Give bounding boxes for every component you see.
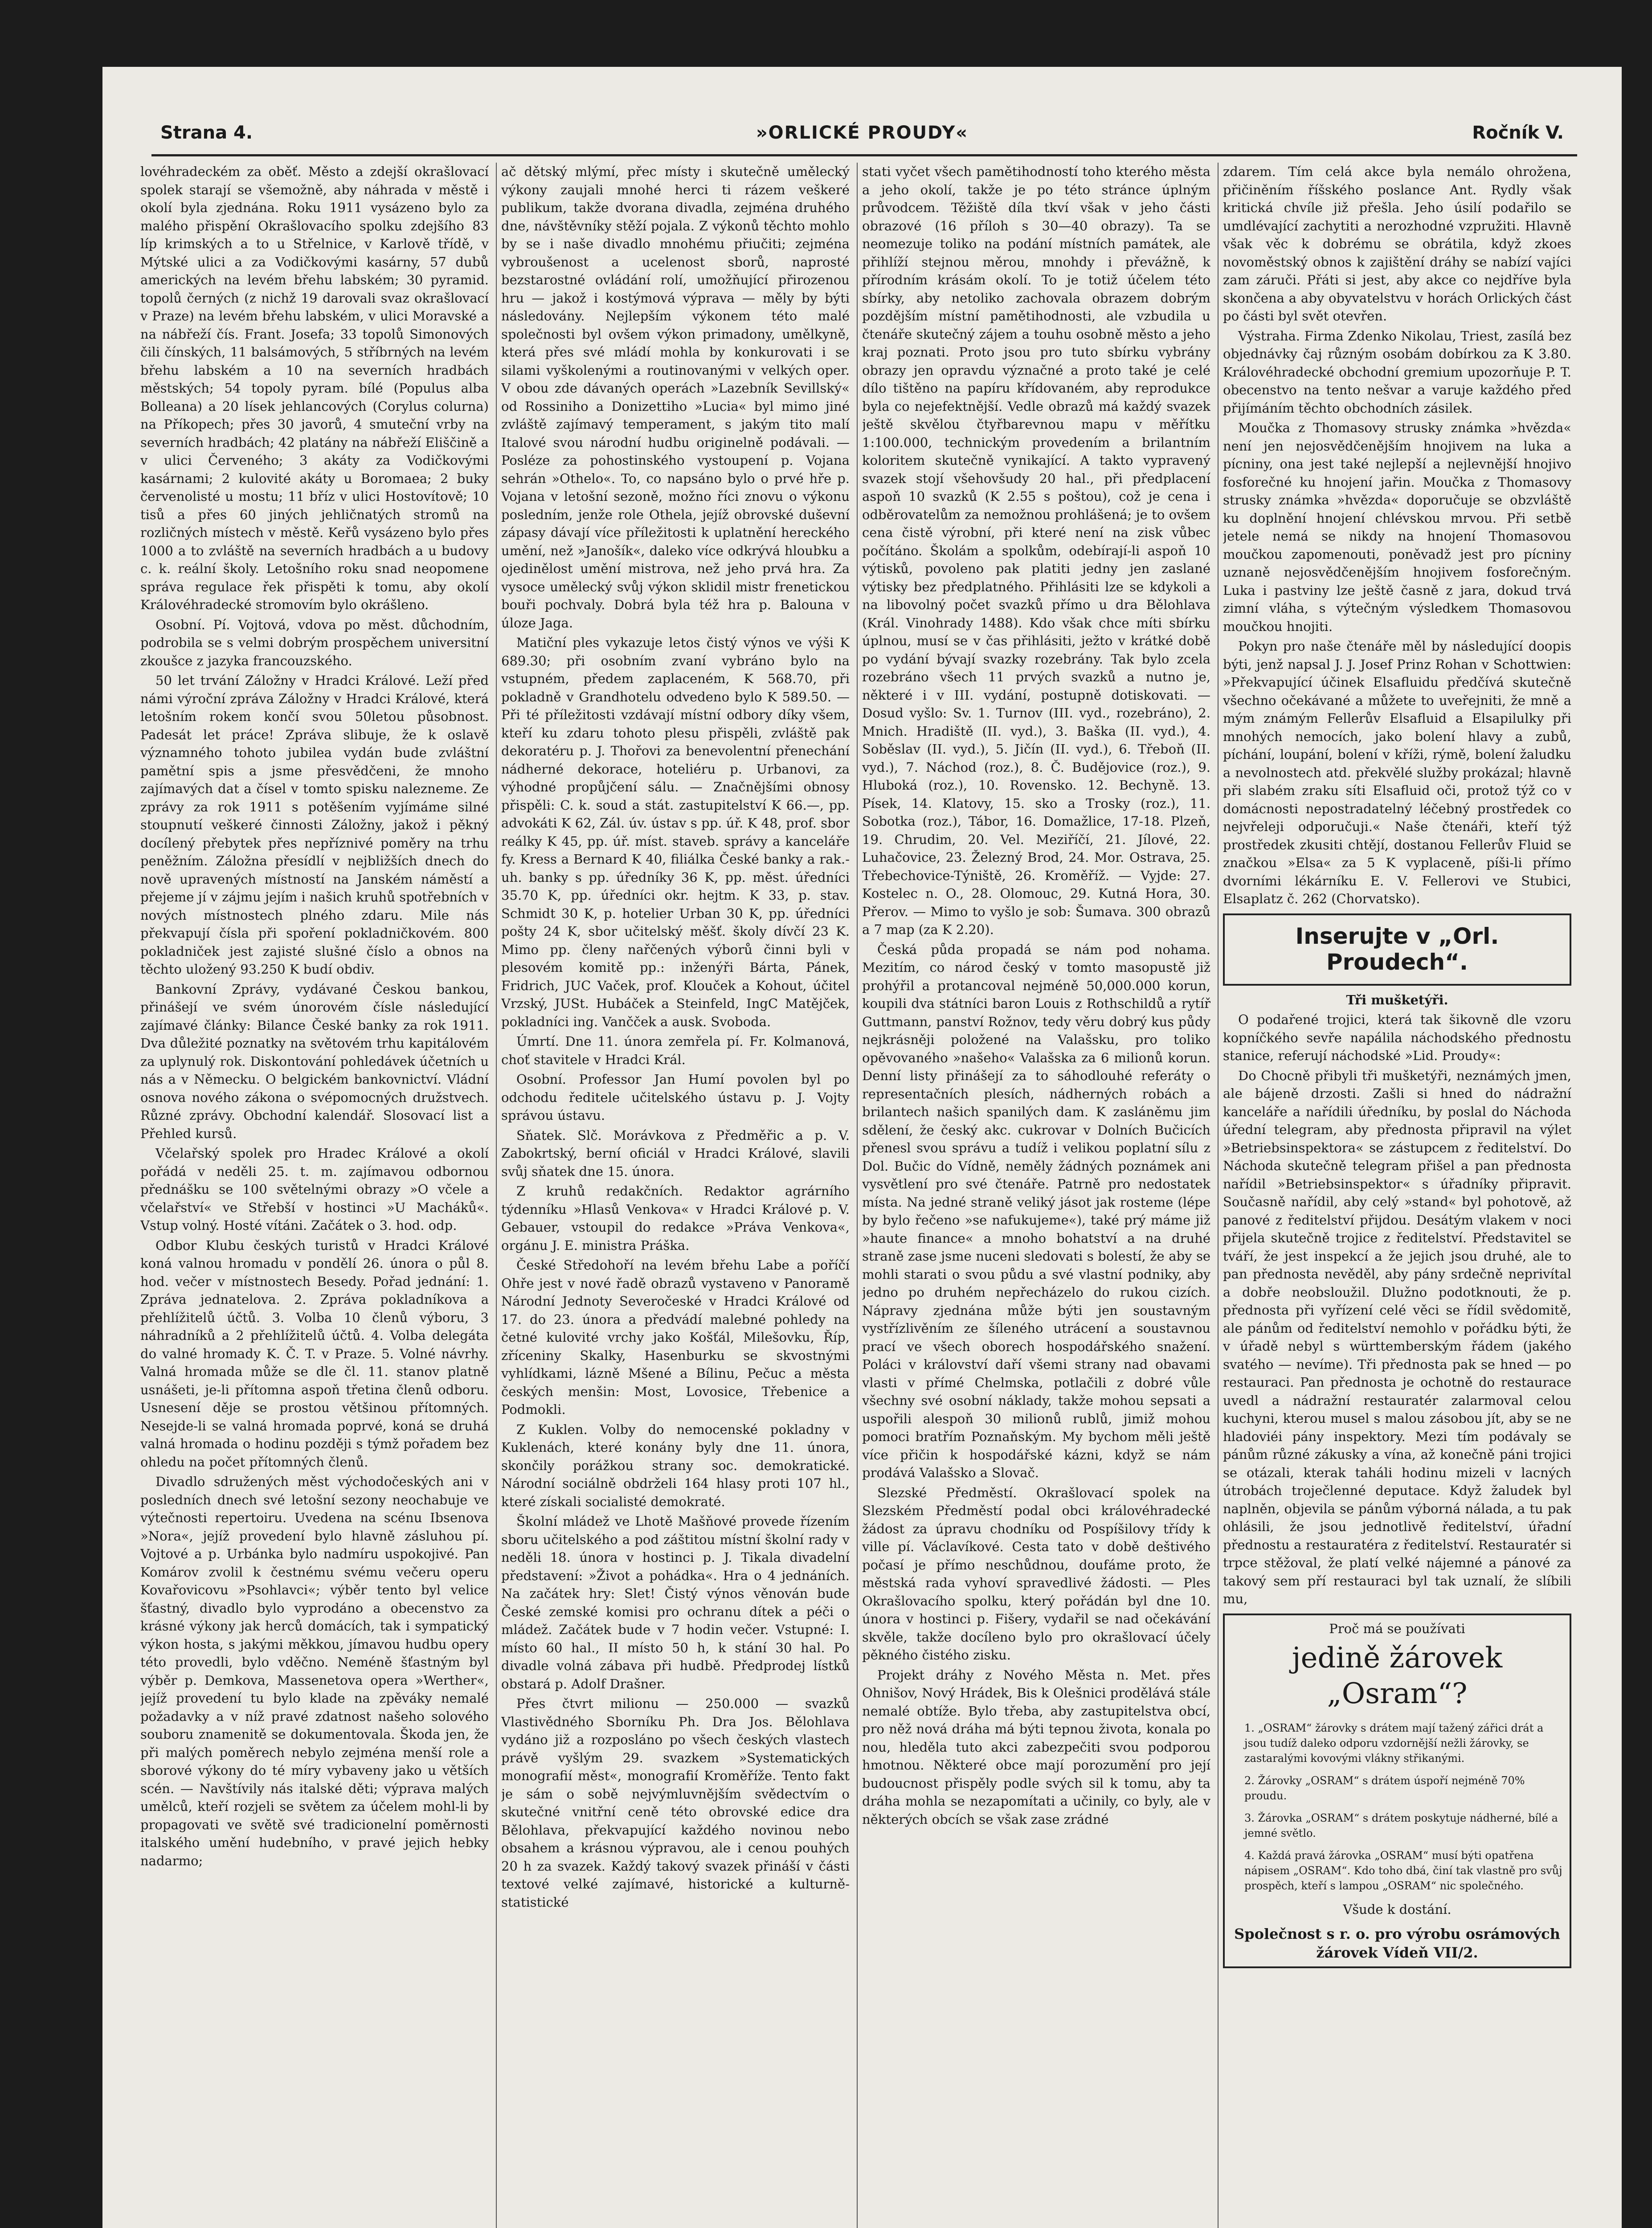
article-paragraph: Osobní. Pí. Vojtová, vdova po měst. důchodním, podrobila se s velmi dobrým prospěchem universitní zkoušce z jazyka francouzského. bbox=[140, 617, 489, 668]
ad-list-item: 2. Žárovky „OSRAM“ s drátem úspoří nejméně 70% proudu. bbox=[1244, 1774, 1525, 1802]
article-paragraph: Bankovní Zprávy, vydávané Českou bankou, přinášejí ve svém únorovém čísle následující zajímavé články: Bilance České banky za rok 1911. Dva důležité poznatky na světovém trhu kapitálovém za uplynulý rok. Diskontování pohledávek účetních u nás a v Německu. O belgickém bankovnictví. Vládní osnova nového zákona o svépomocných družstvech. Různé zprávy. Obchodní kalendář. Slosovací list a Přehled kursů. bbox=[140, 981, 489, 1141]
article-paragraph: Sňatek. Slč. Morávkova z Předměřic a p. V. Zabokrtský, berní oficiál v Hradci Králové, slavili svůj sňatek dne 15. února. bbox=[501, 1127, 850, 1179]
page-header bbox=[160, 123, 1564, 154]
ad-availability: Všude k dostání. bbox=[1343, 1901, 1452, 1917]
article-paragraph: Projekt dráhy z Nového Města n. Met. přes Ohnišov, Nový Hrádek, Bis k Olešnici prodělává stále nemalé obtíže. Bylo třeba, aby zastupitelstva obcí, pro něž nová dráha má býti tepnou života, konala po nou, hleděla tuto akci zabezpečiti svou podporou hmotnou. Některé obce mají porozumění pro její budoucnost přispěly podle svých sil k tomu, aby ta dráha mohla se nezapomítati a učinily, co byly, ale v některých obcích se však zase zrádné bbox=[862, 1667, 1210, 1827]
ad-list-item: 4. Každá pravá žárovka „OSRAM“ musí býti opatřena nápisem „OSRAM“. Kdo toho dbá, činí tak vlastně pro svůj prospěch, kteří s lampou „OSRAM“ nic společného. bbox=[1244, 1849, 1562, 1892]
article-paragraph: Včelařský spolek pro Hradec Králové a okolí pořádá v neděli 25. t. m. zajímavou odbornou přednášku se 100 světelnými obrazy »O včele a včelařství« ve Střebší v hostinci »U Macháků«. Vstup volný. Hosté vítáni. Začátek o 3. hod. odp. bbox=[140, 1146, 489, 1233]
ad-company: Společnost s r. o. pro výrobu osrámových žárovek Vídeň VII/2. bbox=[1234, 1925, 1560, 1961]
column-3 bbox=[862, 163, 1210, 2228]
article-paragraph: České Středohoří na levém břehu Labe a poříčí Ohře jest v nové řadě obrazů vystaveno v Panoramě Národní Jednoty Severočeské v Hradci Králové od 17. do 23. února a předvádí malebné pohledy na četné kulovité vrchy jako Košťál, Milešovku, Říp, zříceniny Skalky, Hasenburku se skvostnými vyhlídkami, lázně Mšené a Bílinu, Pečuc a města českých menšin: Most, Lovosice, Třebenice a Podmokli. bbox=[501, 1257, 850, 1417]
article-paragraph: stati vyčet všech pamětihodností toho kterého města a jeho okolí, takže je po této stránce úplným průvodcem. Těžiště díla tkví však v jeho části obrazové (16 příloh s 30—40 obrazy). Ta se neomezuje toliko na podání místních památek, ale přihlíží stejnou měrou, mnohdy i převážně, k přírodním krásám okolí. To je totiž účelem této sbírky, aby netoliko zachovala obrazem dobrým pozdějším místní pamětihodnosti, ale vzbudila u čtenáře skutečný zájem a touhu osobně město a jeho kraj poznati. Proto jsou pro tuto sbírku vybrány obrazy jen opravdu význačné a proto také je celé dílo tištěno na papíru křídovaném, aby reprodukce byla co nejefektnější. Vedle obrazů má každý svazek ještě skvělou čtyřbarevnou mapu v měřítku 1:100.000, technickým provedením a brilantním koloritem skutečně vynikající. A takto vypravený svazek stojí všehovšudy 20 hal., při předplacení aspoň 10 svazků (K 2.55 s poštou), což je cena i odběrovatelům za nemožnou prohlášená; je to ovšem cena čistě výrobní, při které není na zisk vůbec počítáno. Školám a spolkům, odebírají-li aspoň 10 výtisků, povoleno pak platiti jedny jen zaslané výtisky bez předplatného. Přihlásiti lze se kdykoli a na libovolný počet svazků přímo u dra Bělohlava (Král. Vinohrady 1488). Kdo však chce míti sbírku úplnou, musí se v čas přihlásiti, ježto v krátké době po vydání bývají svazky rozebrány. Tak bylo zcela rozebráno všech 11 prvých svazků a nutno je, některé i v III. vydání, postupně dotiskovati. — Dosud vyšlo: Sv. 1. Turnov (III. vyd., rozebráno), 2. Mnich. Hradiště (II. vyd.), 3. Baška (II. vyd.), 4. Soběslav (II. vyd.), 5. Jičín (II. vyd.), 6. Třeboň (II. vyd.), 7. Náchod (roz.), 8. Č. Budějovice (roz.), 9. Hluboká (roz.), 10. Rovensko. 12. Bechyně. 13. Písek, 14. Klatovy, 15. sko a Trosky (roz.), 11. Sobotka (roz.), Tábor, 16. Domažlice, 17-18. Plzeň, 19. Chrudim, 20. Vel. Meziříčí, 21. Jílové, 22. Luhačovice, 23. Železný Brod, 24. Mor. Ostrava, 25. Třebechovice-Týniště, 26. Kroměříž. — Vyjde: 27. Kostelec n. O., 28. Olomouc, 29. Kutná Hora, 30. Přerov. — Mimo to vyšlo je sob: Šumava. 300 obrazů a 7 map (za K 2.20). bbox=[862, 164, 1210, 937]
column-divider bbox=[857, 163, 858, 2228]
newspaper-title: »ORLICKÉ PROUDY« bbox=[756, 123, 969, 143]
article-paragraph: Česká půda propadá se nám pod nohama. Mezitím, co národ český v tomto masopustě již prohýřil a protancoval nejméně 50,000.000 korun, koupili dva státníci baron Louis z Rothschildů a rytíř Guttmann, panství Rožnov, tedy věru dobrý kus půdy nejkrásněji položené na Valašsku, pro toliko opěvovaného »našeho« Valašska za 6 milionů korun. Denní listy přinášejí za to sáhodlouhé referáty o representačních plesích, nádherných robách a brilantech našich spanilých dam. K zasláněmu jim sdělení, že český akc. cukrovar v Dolních Bučicích přenesl svou správu a tudíž i velikou poplatní sílu z Dol. Bučic do Vídně, neměly žádných poznámek ani vysvětlení pro své čtenáře. Patrně pro nedostatek místa. Na jedné straně veliký jásot jak rosteme (lépe by bylo řečeno »se nafukujeme«), také prý máme již »haute finance« a mnoho bohatství a na druhé straně zase jsme nuceni sledovati s bolestí, že aby se mohli starati o svou půdu a své vlastní podniky, aby jedno po druhém nepřecházelo do rukou cizích. Nápravy zjednána může býti jen soustavným vystřízlivěním ze šíleného utrácení a soustavnou prací ve všech oborech hospodářského snažení. Poláci v království daří všemi strany nad obavami vlasti v přímé Chelmska, potlačili z dobré vůle všechny své osobní náklady, takže mohou sepsati a uspořili alespoň 30 milionů rublů, jimiž mohou pomoci bratřím Poznaňským. My bychom měli ještě více přičin k hospodářské kázni, když se nám prodává Valašsko a Slovač. bbox=[862, 942, 1210, 1480]
article-paragraph: Pokyn pro naše čtenáře měl by následující doopis býti, jenž napsal J. J. Josef Prinz Rohan v Schottwien: »Překvapující účinek Elsafluidu předčívá skutečně všechno očekávané a můžete to uveřejniti, že mně a mým známým Fellerův Elsafluid a Elsapilulky při mnohých nemocích, jako bolení hlavy a zubů, píchání, loupání, bolení v kříži, rýmě, bolení žaludku a nevolnostech atd. překvělé služby prokázal; hlavně při slabém zraku síti Elsafluid oči, protož týž co v domácnosti nepostradatelný léčebný prostředek co nejvřeleji odporučuji.« Naše čtenáři, kteří týž prostředek zkusiti chtějí, dostanou Fellerův Fluid se značkou »Elsa« za 5 K vyplaceně, píši-li přímo dvorními lékárníku E. V. Fellerovi ve Stubici, Elsaplatz č. 262 (Chorvatsko). bbox=[1223, 639, 1571, 906]
page-number: Strana 4. bbox=[160, 123, 253, 143]
article-paragraph: ač dětský mlýmí, přec místy i skutečně umělecký výkony zaujali mnohé herci ti rázem veškeré publikum, takže dvorana divadla, zejména druhého dne, návštěvníky stěží pojala. Z výkonů těchto mohlo by se i naše divadlo mnohému přiučiti; zejména vybroušenost a ucelenost sborů, naprosté bezstarostné ovládání rolí, umožňující přirozenou hru — jakož i kostýmová výprava — měly by býti následovány. Nejlepším výkonem této malé společnosti byl ovšem výkon primadony, umělkyně, která přes své mládí mohla by konkurovati i se silami vyškolenými a routinovanými v velkých oper. V obou zde dávaných operách »Lazebník Sevillský« od Rossiniho a Donizettiho »Lucia« byl mimo jiné zvláště zajímavý temperament, s jakým tito malí Italové svou národní hudbu originelně podávali. — Posléze za pohostinského vystoupení p. Vojana sehrán »Othelo«. To, co napsáno bylo o prvé hře p. Vojana v letošní sezoně, možno říci znovu o výkonu posledním, jenže role Othela, jejíž obrovské duševní zápasy dávají více příležitosti k uplatnění hereckého umění, než »Janošík«, daleko více odkrývá hloubku a ojedinělost umění mistrova, než jeho prvá hra. Za vysoce umělecký svůj výkon sklidil mistr frenetickou bouři pochvaly. Dobrá byla též hra p. Balouna v úloze Jaga. bbox=[501, 164, 850, 631]
article-paragraph: Školní mládež ve Lhotě Mašňové provede řízením sboru učitelského a pod záštitou místní školní rady v neděli 18. února v hostinci p. J. Tikala divadelní představení: »Život a pohádka«. Hra o 4 jednáních. Na začátek hry: Slet! Čistý výnos věnován bude České zemské komisi pro ochranu dítek a péči o mládež. Začátek bude v 7 hodin večer. Vstupné: I. místo 60 hal., II místo 50 h, k stání 30 hal. Po divadle volná zábava při hudbě. Předprodej lístků obstará p. Adolf Drašner. bbox=[501, 1514, 850, 1691]
article-paragraph: Úmrtí. Dne 11. února zemřela pí. Fr. Kolmanová, choť stavitele v Hradci Král. bbox=[501, 1034, 850, 1067]
article-title: Tři mušketýři. bbox=[1346, 992, 1448, 1008]
newspaper-page bbox=[102, 67, 1622, 2228]
article-paragraph: Odbor Klubu českých turistů v Hradci Králové koná valnou hromadu v pondělí 26. února o půl 8. hod. večer v místnostech Besedy. Pořad jednání: 1. Zpráva jednatelova. 2. Zpráva pokladníkova a přehlížitelů účtů. 3. Volba 10 členů výboru, 3 náhradníků a 2 přehlížitelů účtů. 4. Volba delegáta do valné hromady K. Č. T. v Praze. 5. Volné návrhy. Valná hromada může se dle čl. 11. stanov platně usnášeti, je-li přítomna aspoň třetina členů odboru. Usnesení děje se prostou většinou přítomných. Nesejde-li se valná hromada poprvé, koná se druhá valná hromada o hodinu později s týmž pořadem bez ohledu na počet přítomných členů. bbox=[140, 1237, 489, 1470]
article-paragraph: zdarem. Tím celá akce byla nemálo ohrožena, přičiněním říšského poslance Ant. Rydly však kritická chvíle již přešla. Jeho úsilí podařilo se umdlévající zachytiti a nerozhodné vzpružiti. Hlavně však věc k dobrému se obrátila, když zkoes novoměstský obnos k zajištění dráhy se nabízí vajíci zam záruči. Přáti si jest, aby akce co nejdříve byla skončena a aby obyvatelstvu v horách Orlických část po části byl svět otevřen. bbox=[1223, 164, 1571, 324]
ad-intro: Proč má se používati bbox=[1329, 1621, 1465, 1636]
article-paragraph: O podařené trojici, která tak šikovně dle vzoru kopníčkého sevře napálila náchodského přednostu stanice, referují náchodské »Lid. Proudy«: bbox=[1223, 1012, 1571, 1063]
advertisement-inserujte bbox=[1223, 913, 1571, 986]
column-divider bbox=[496, 163, 497, 2228]
ad-list bbox=[1244, 1720, 1563, 1893]
article-paragraph: Slezské Předměstí. Okrašlovací spolek na Slezském Předměstí podal obci královéhradecké žádost za úpravu chodníku od Pospíšilovy třídy k ville pí. Václavíkové. Cesta tato v době deštivého počasí je přímo neschůdnou, doufáme proto, že městská rada vyhoví spravedlivé žádosti. — Ples Okrašlovacího spolku, který pořádán byl dne 10. února v hostinci p. Fišery, vydařil se nad očekávání skvěle, takže docíleno bylo pro okrašlovací účely pěkného čistého zisku. bbox=[862, 1485, 1210, 1663]
ad-list-item: 1. „OSRAM“ žárovky s drátem mají tažený zářici drát a jsou tudíž daleko odporu vzdornější nežli žárovky, se zastaralými kovovými vlákny střikanými. bbox=[1244, 1721, 1544, 1765]
article-paragraph: Přes čtvrt milionu — 250.000 — svazků Vlastivědného Sborníku Ph. Dra Jos. Bělohlava vydáno již a rozposláno po všech českých vlastech právě vyšlým 29. svazkem »Systematických monografií měst«, monografií Kroměříže. Tento fakt je sám o sobě nejvýmluvnějším svědectvím o skutečné vnitřní ceně této obrovské edice dra Bělohlava, překvapující každého novinou nebo obsahem a krásnou výpravou, ale i cenou pouhých 20 h za svazek. Každý takový svazek přináší v části textové velké zajímavé, historické a kulturně-statistické bbox=[501, 1696, 850, 1910]
article-paragraph: Do Chocně přibyli tři mušketýři, neznámých jmen, ale bájeně drzosti. Zašli si hned do nádražní kanceláře a nařídili úředníku, by poslal do Náchoda úřední telegram, aby přednosta připravil na výlet »Betriebsinspektora« se zástupcem z ředitelství. Do Náchoda skutečně telegram přišel a pan přednosta nařídil »Betriebsinspektor« s úřadníky připravit. Současně nařídil, aby celý »stand« byl pohotově, až panové z ředitelství přijdou. Desátým vlakem v noci přijela skutečně trojice z ředitelství. Představitel se tváří, že jest inspekcí a že jejich jsou druhé, ale to pan přednosta nevěděl, aby pány srdečně neprivítal a dobře neobsloužil. Dlužno podotknouti, že p. přednosta při vyřízení celé věci se řídil svědomitě, ale pánům od ředitelství nemohlo v pořádku býti, že v úřadě nebyl s württemberským řádem (jakého svatého — nevíme). Tři přednosta pak se hned — po restauraci. Pan přednosta je ochotně do restaurace uvedl a nádražní restauratér zalarmoval celou kuchyni, kterou musel s malou zásobou jít, aby se ne hladoviéi pány inspektory. Mezi tím podávaly se pánům různé zákusky a vína, až konečně páni trojici se otázali, kterak taháli hodinu mizeli v lacných útrobách troječlenné deputace. Když žaludek byl naplněn, objevila se pánům výborná nálada, a tu pak ohlásili, že jsou jednotlivě ředitelství, úřadní přednostu a restauratéra z ředitelství. Restauratér si trpce stěžoval, že platí velké nájemné a pánové za takový sem pří restauraci byl tak uznalí, že slíbili mu, bbox=[1223, 1068, 1571, 1606]
article-paragraph: lovéhradeckém za oběť. Město a zdejší okrašlovací spolek starají se všemožně, aby náhrada v městě i okolí byla zjednána. Roku 1911 vysázeno bylo za malého přispění Okrašlovacího spolku zdejšího 83 líp krimských a to u Střelnice, v Karlově třídě, v Mýtské ulici a za Vodičkovými kasárny, 57 dubů amerických na levém břehu labském; 30 pyramid. topolů černých (z nichž 19 darovali svaz okrašlovací v Praze) na levém břehu labském, v ulici Moravské a na nábřeží čís. Frant. Josefa; 33 topolů Simonových čili čínských, 11 balsámových, 5 stříbrných na levém břehu labském a 10 na severních hradbách městských; 54 topoly pyram. bílé (Populus alba Bolleana) a 20 lísek jehlancových (Corylus colurna) na Příkopech; přes 30 javorů, 4 smuteční vrby na severních hradbách; 42 platány na nábřeží Eliščině a v ulici Červeného; 3 akáty za Vodičkovými kasárnami; 2 kulovité akáty u Boromaea; 2 buky červenolisté u mostu; 11 bříz v ulici Hostovítově; 10 tisů a přes 60 jiných jehličnatých stromů na rozličných místech v městě. Keřů vysázeno bylo přes 1000 a to zvláště na severních hradbách a u budovy c. k. reální školy. Letošního roku snad neopomene správa regulace řek přispěti k tomu, aby okolí Královéhradecké stromovím bylo okrášleno. bbox=[140, 164, 489, 612]
volume-number: Ročník V. bbox=[1472, 123, 1564, 143]
advertisement-osram bbox=[1223, 1614, 1571, 1968]
column-1 bbox=[140, 163, 489, 2228]
article-paragraph: Z kruhů redakčních. Redaktor agrárního týdenníku »Hlasů Venkova« v Hradci Králové p. V. Gebauer, vstoupil do redakce »Práva Venkova«, orgánu J. E. ministra Práška. bbox=[501, 1184, 850, 1253]
article-paragraph: 50 let trvání Záložny v Hradci Králové. Leží před námi výroční zpráva Záložny v Hradci Králové, která letošním rokem končí svou 50letou působnost. Padesát let práce! Zpráva slibuje, že k oslavě významného tohoto jubilea vydán bude zvláštní pamětní spis a jsme přesvědčeni, že mnoho zajímavých dat a čísel v tomto spisku nalezneme. Ze zprávy za rok 1911 s potěšením vyjímáme silné stoupnutí veškeré činnosti Záložny, jakož i pěkný docílený přebytek přes nepříznivé poměry na trhu peněžním. Záložna přesídlí v nejbližších dnech do nově upravených místností na Janském náměstí a přejeme jí v zájmu jejím i našich kruhů spotřebních v nových místnostech plného zdaru. Mile nás překvapují čísla při spoření pokladničkovém. 800 pokladniček jest zajisté slušné číslo a obnos na těchto uložený 93.250 K budí obdiv. bbox=[140, 673, 489, 977]
column-4 bbox=[1223, 163, 1571, 2228]
column-2 bbox=[501, 163, 850, 2228]
article-paragraph: Moučka z Thomasovy strusky známka »hvězda« není jen nejosvědčenějším hnojivem na luka a pícniny, ona jest také nejlepší a nejlevnější hnojivo fosforečné ku hnojení jařin. Moučka z Thomasovy strusky známka »hvězda« doporučuje se obzvláště ku doplnění hnojení chlévskou mrvou. Při setbě jetele nemá se nikdy na hnojení Thomasovou moučkou zapomenouti, poněvadž jest pro pícniny uznaně nejosvědčenějším hnojivem fosforečným. Luka i pastviny lze ještě časně z jara, dokud trvá zimní vláha, s výtečným výsledkem Thomasovou moučkou hnojiti. bbox=[1223, 420, 1571, 634]
ad-list-item: 3. Žárovka „OSRAM“ s drátem poskytuje nádherné, bílé a jemné světlo. bbox=[1244, 1811, 1558, 1839]
ad-headline: jedině žárovek „Osram“? bbox=[1292, 1641, 1503, 1710]
article-paragraph: Osobní. Professor Jan Humí povolen byl po odchodu ředitele učitelského ústavu p. J. Vojty správou ústavu. bbox=[501, 1072, 850, 1123]
article-paragraph: Divadlo sdružených měst východočeských ani v posledních dnech své letošní sezony neochabuje ve výtečnosti repertoiru. Uvedena na scénu Ibsenova »Nora«, jejíž provedení bylo hlavně zásluhou pí. Vojtové a p. Urbánka bylo nadmíru uspokojivé. Pan Komárov zvolil k čestnému svému večeru operu Kovařovicovu »Psohlavci«; výběr tento byl velice šťastný, divadlo bylo vyprodáno a obecenstvo za krásné výkony jak herců domácích, tak i sympatický výkon hosta, s jakými měkkou, jímavou hudbu opery této provedli, bylo vděčno. Neméně šťastným byl výběr p. Demkova, Massenetova opera »Werther«, jejíž provedení tu bylo klade na zpěváky nemalé požadavky a v níž pravé zdatnost našeho solového souboru znamenitě se dokumentovala. Škoda jen, že při malých poměrech nebylo zejména menší role a sborové výkony do té míry vybaveny jako u větších scén. — Navštívily nás italské děti; výprava malých umělců, kteří rozjeli se světem za účelem mohl-li by propagovati ve světě své tradicionelní poměrnosti italského umění hudebního, v pravé jejich hebky nadarmo; bbox=[140, 1474, 489, 1868]
column-divider bbox=[1218, 163, 1219, 2228]
article-paragraph: Výstraha. Firma Zdenko Nikolau, Triest, zasílá bez objednávky čaj různým osobám dobírkou za K 3.80. Královéhradecké obchodní gremium upozorňuje P. T. obecenstvo na tento nešvar a varuje každého před přijímáním těchto obchodních zásilek. bbox=[1223, 328, 1571, 416]
header-rule bbox=[151, 154, 1577, 156]
article-paragraph: Z Kuklen. Volby do nemocenské pokladny v Kuklenách, které konány byly dne 11. února, skončily porážkou strany soc. demokratické. Národní sociálně obdrželi 164 hlasy proti 107 hl., které získali socialisté demokraté. bbox=[501, 1421, 850, 1509]
ad-headline: Inserujte v „Orl. Proudech“. bbox=[1295, 923, 1499, 975]
article-paragraph: Matiční ples vykazuje letos čistý výnos ve výši K 689.30; při osobním zvaní vybráno bylo na vstupném, předem zaplaceném, K 568.70, při pokladně v Grandhotelu odvedeno bylo K 589.50. — Při té příležitosti vzdávají místní odbory díky všem, kteří ku zdaru tohoto plesu přispěli, zvláště pak dekoratéru p. J. Thořovi za benevolentní přenechání nádherné dekorace, hoteliéru p. Urbanovi, za výhodné propůjčení sálu. — Značnějšími obnosy přispěli: C. k. soud a stát. zastupitelství K 66.—, pp. advokáti K 62, Zál. úv. ústav s pp. úř. K 48, prof. sbor reálky K 45, pp. úř. míst. staveb. správy a kanceláře fy. Kress a Bernard K 40, filiálka České banky a rak.-uh. banky s pp. úředníky 36 K, pp. měst. úředníci 35.70 K, pp. úředníci okr. hejtm. K 33, p. stav. Schmidt 30 K, p. hotelier Urban 30 K, pp. úředníci pošty 24 K, sbor učitelský měšť. školy dívčí 23 K. Mimo pp. členy nařčených výborů činni byli v plesovém komitě pp.: inženýři Bárta, Pánek, Fridrich, JUC Vaček, prof. Klouček a Kohout, účitel Vrzský, JUSt. Hubáček a Steinfeld, IngC Matějček, pokladníci ing. Vančček a ausk. Svoboda. bbox=[501, 635, 850, 1029]
